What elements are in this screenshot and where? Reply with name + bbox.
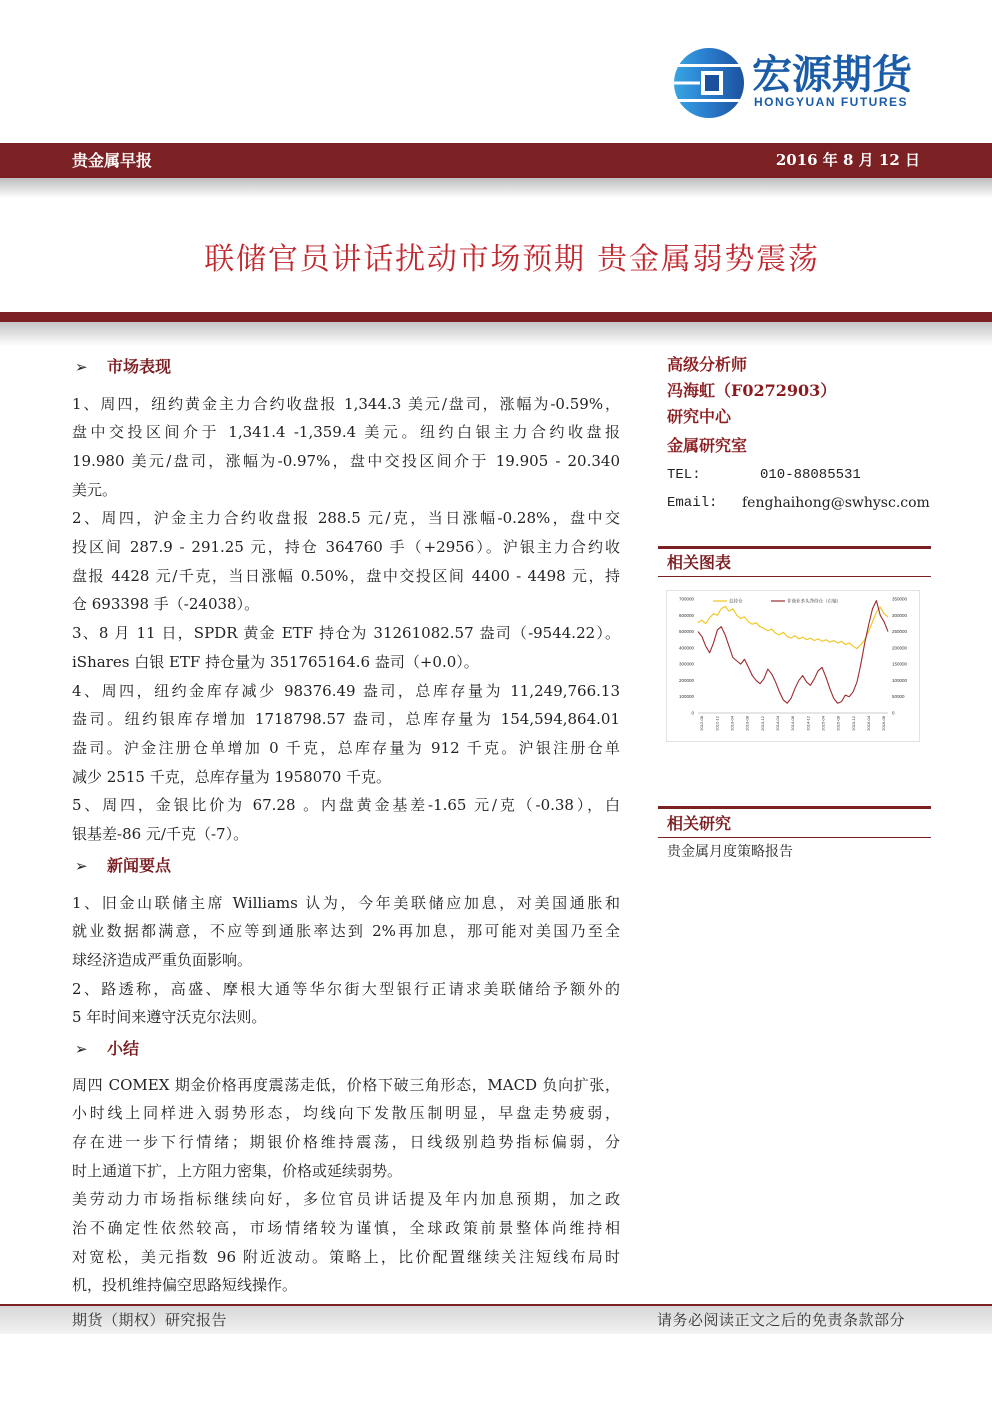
section-heading-text: 小结 bbox=[107, 1039, 140, 1058]
summary-section-body bbox=[72, 1071, 620, 1301]
y-right-tick-label: 250000 bbox=[892, 629, 908, 635]
related-research-heading: 相关研究 bbox=[667, 814, 732, 833]
positions-chart-svg bbox=[667, 591, 919, 741]
arrow-bullet-icon bbox=[75, 856, 88, 876]
text-line: 1、旧金山联储主席 Williams 认为，今年美联储应加息，对美国通胀和 bbox=[72, 893, 620, 912]
related-charts-heading: 相关图表 bbox=[667, 553, 732, 572]
y-left-tick-label: 700000 bbox=[678, 596, 694, 602]
text-line: 机，投机维持偏空思路短线操作。 bbox=[72, 1276, 298, 1295]
legend-label: 非商业多头净持仓（右轴） bbox=[787, 598, 841, 604]
text-line: 1、周四，纽约黄金主力合约收盘报 1,344.3 美元/盘司，涨幅为-0.59%， bbox=[72, 394, 620, 413]
x-tick-label: 2015-04 bbox=[820, 716, 826, 731]
x-tick-label: 2016-08 bbox=[881, 716, 887, 731]
y-right-tick-label: 50000 bbox=[892, 694, 905, 700]
text-line: 3、8 月 11 日，SPDR 黄金 ETF 持仓为 31261082.57 盎司（-9544.22）。 bbox=[72, 624, 620, 643]
report-title: 联储官员讲话扰动市场预期 贵金属弱势震荡 bbox=[204, 242, 820, 277]
text-line: 2、路透称，高盛、摩根大通等华尔街大型银行正请求美联储给予额外的 bbox=[72, 979, 620, 998]
x-tick-label: 2012-12 bbox=[714, 716, 720, 731]
hongyuan-emblem-icon bbox=[672, 46, 746, 120]
text-line: 治不确定性依然较高，市场情绪较为谨慎，全球政策前景整体尚维持相 bbox=[72, 1219, 620, 1238]
section-heading-text: 市场表现 bbox=[107, 357, 172, 376]
y-right-tick-label: 0 bbox=[892, 710, 895, 716]
arrow-bullet-icon bbox=[75, 357, 88, 377]
text-line: 投区间 287.9 - 291.25 元，持仓 364760 手（+2956）。沪银主力合约收 bbox=[72, 538, 620, 557]
y-right-tick-label: 350000 bbox=[892, 596, 908, 602]
related-charts-bottom-rule bbox=[658, 576, 931, 577]
analyst-department: 研究中心 bbox=[667, 407, 732, 426]
text-line: 盘中交投区间介于 1,341.4 -1,359.4 美元。纽约白银主力合约收盘报 bbox=[72, 423, 620, 442]
text-line: 美劳动力市场指标继续向好，多位官员讲话提及年内加息预期，加之政 bbox=[72, 1190, 620, 1209]
x-tick-label: 2016-04 bbox=[866, 716, 872, 731]
y-right-tick-label: 300000 bbox=[892, 612, 908, 618]
analyst-name: 冯海虹（F0272903） bbox=[667, 381, 837, 400]
email-value: fenghaihong@swhysc.com bbox=[742, 495, 930, 511]
series-line-total-positions bbox=[698, 606, 888, 648]
report-date: 2016 年 8 月 12 日 bbox=[775, 151, 920, 169]
positions-chart bbox=[666, 590, 920, 742]
series-line-net-long bbox=[698, 601, 888, 704]
y-left-tick-label: 500000 bbox=[678, 629, 694, 635]
x-tick-label: 2014-08 bbox=[790, 716, 796, 731]
text-line: 5、周四，金银比价为 67.28 。内盘黄金基差-1.65 元/克（-0.38），白 bbox=[72, 796, 620, 815]
text-line: 时上通道下扩，上方阻力密集，价格或延续弱势。 bbox=[72, 1161, 403, 1180]
x-tick-label: 2015-12 bbox=[850, 716, 856, 731]
analyst-team: 金属研究室 bbox=[667, 436, 748, 455]
title-divider-shadow bbox=[0, 322, 992, 346]
text-line: 球经济造成严重负面影响。 bbox=[72, 951, 253, 970]
text-line: 美元。 bbox=[72, 480, 118, 499]
x-tick-label: 2013-04 bbox=[729, 716, 735, 731]
y-left-tick-label: 100000 bbox=[678, 694, 694, 700]
y-right-tick-label: 100000 bbox=[892, 677, 908, 683]
footer-report-type: 期货（期权）研究报告 bbox=[72, 1311, 228, 1329]
analyst-title: 高级分析师 bbox=[667, 355, 748, 374]
report-type-label: 贵金属早报 bbox=[72, 151, 153, 170]
related-research-top-rule bbox=[658, 806, 931, 809]
text-line: 减少 2515 千克，总库存量为 1958070 千克。 bbox=[72, 767, 392, 786]
header-band-shadow bbox=[0, 178, 992, 198]
text-line: 银基差-86 元/千克（-7）。 bbox=[72, 824, 249, 843]
y-right-tick-label: 200000 bbox=[892, 645, 908, 651]
y-left-tick-label: 600000 bbox=[678, 612, 694, 618]
footer-disclaimer-note: 请务必阅读正文之后的免责条款部分 bbox=[656, 1311, 905, 1329]
related-charts-top-rule bbox=[658, 546, 931, 549]
text-line: 2、周四，沪金主力合约收盘报 288.5 元/克，当日涨幅-0.28%，盘中交 bbox=[72, 509, 620, 528]
text-line: 盘报 4428 元/千克，当日涨幅 0.50%，盘中交投区间 4400 - 4498 元，持 bbox=[72, 566, 620, 585]
x-tick-label: 2014-12 bbox=[805, 716, 811, 731]
text-line: iShares 白银 ETF 持仓量为 351765164.6 盎司（+0.0）。 bbox=[72, 652, 479, 671]
y-left-tick-label: 400000 bbox=[678, 645, 694, 651]
text-line: 对宽松，美元指数 96 附近波动。策略上，比价配置继续关注短线布局时 bbox=[72, 1247, 620, 1266]
text-line: 仓 693398 手（-24038）。 bbox=[72, 595, 260, 614]
y-right-tick-label: 150000 bbox=[892, 661, 908, 667]
market-section-body bbox=[72, 390, 620, 849]
email-label: Email: bbox=[667, 495, 718, 511]
text-line: 就业数据都满意，不应等到通胀率达到 2%再加息，那可能对美国乃至全 bbox=[72, 922, 620, 941]
x-tick-label: 2013-08 bbox=[744, 716, 750, 731]
y-left-tick-label: 0 bbox=[691, 710, 694, 716]
text-line: 存在进一步下行情绪；期银价格维持震荡，日线级别趋势指标偏弱，分 bbox=[72, 1133, 620, 1152]
section-heading-text: 新闻要点 bbox=[107, 856, 172, 875]
text-line: 小时线上同样进入弱势形态，均线向下发散压制明显，早盘走势疲弱， bbox=[72, 1104, 620, 1123]
tel-label: TEL: bbox=[667, 467, 701, 483]
logo-name-en: HONGYUAN FUTURES bbox=[754, 95, 909, 109]
x-tick-label: 2014-04 bbox=[775, 716, 781, 731]
x-tick-label: 2013-12 bbox=[759, 716, 765, 731]
text-line: 盎司。沪金注册仓单增加 0 千克，总库存量为 912 千克。沪银注册仓单 bbox=[72, 738, 620, 757]
related-research-bottom-rule bbox=[658, 837, 931, 838]
text-line: 4、周四，纽约金库存减少 98376.49 盎司，总库存量为 11,249,766.13 bbox=[72, 681, 620, 700]
x-tick-label: 2012-08 bbox=[699, 716, 705, 731]
y-left-tick-label: 300000 bbox=[678, 661, 694, 667]
title-divider-band bbox=[0, 312, 992, 322]
tel-value: 010-88085531 bbox=[760, 467, 861, 483]
related-research-item: 贵金属月度策略报告 bbox=[667, 844, 793, 860]
text-line: 盎司。纽约银库存增加 1718798.57 盎司，总库存量为 154,594,864.01 bbox=[72, 710, 620, 729]
logo-name-cn: 宏源期货 bbox=[752, 52, 912, 98]
text-line: 5 年时间来遵守沃克尔法则。 bbox=[72, 1008, 267, 1027]
text-line: 19.980 美元/盘司，涨幅为-0.97%，盘中交投区间介于 19.905 - 20.340 bbox=[72, 452, 620, 471]
legend-label: 总持仓 bbox=[729, 598, 743, 604]
text-line: 周四 COMEX 期金价格再度震荡走低，价格下破三角形态，MACD 负向扩张， bbox=[72, 1075, 620, 1094]
y-left-tick-label: 200000 bbox=[678, 677, 694, 683]
arrow-bullet-icon bbox=[75, 1039, 88, 1059]
x-tick-label: 2015-08 bbox=[835, 716, 841, 731]
news-section-body bbox=[72, 889, 620, 1032]
